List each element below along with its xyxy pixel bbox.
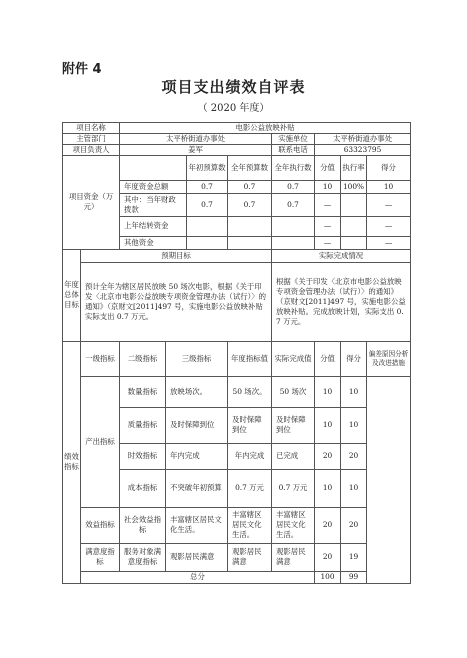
benefit-indicator-label: 效益指标 — [81, 507, 120, 543]
actual-value: 及时保障到位 — [272, 407, 315, 443]
funds-cell — [228, 216, 272, 236]
funds-cell: — — [315, 236, 341, 249]
score-value: 10 — [315, 407, 341, 443]
got-value: 10 — [341, 407, 367, 443]
target-value: 年内完成 — [228, 443, 272, 469]
got-value: 10 — [341, 376, 367, 407]
dept-label: 主管部门 — [63, 133, 120, 144]
funds-cell: — — [315, 216, 341, 236]
target-value: 丰富辖区居民文化生活。 — [228, 507, 272, 543]
funds-cell: 0.7 — [272, 180, 315, 193]
l2-indicator: 质量指标 — [120, 407, 166, 443]
deviation-analysis — [367, 376, 411, 583]
funds-header: 分值 — [315, 155, 341, 180]
target-value: 及时保障到位 — [228, 407, 272, 443]
l3-indicator: 不突破年初预算 — [166, 469, 228, 507]
funds-row-label: 其他资金 — [120, 236, 187, 249]
score-value: 20 — [315, 507, 341, 543]
funds-cell — [341, 236, 367, 249]
funds-cell — [272, 216, 315, 236]
actual-value: 0.7 万元 — [272, 469, 315, 507]
indicator-header: 分值 — [315, 341, 341, 376]
dept-value: 太平桥街道办事处 — [120, 133, 272, 144]
indicator-header: 一级指标 — [81, 341, 120, 376]
funds-header: 全年执行数 — [272, 155, 315, 180]
funds-cell — [228, 236, 272, 249]
l3-indicator: 观影居民满意 — [166, 543, 228, 571]
satisfaction-indicator-label: 满意度指标 — [81, 543, 120, 571]
funds-blank-header — [120, 155, 187, 180]
target-value: 观影居民满意 — [228, 543, 272, 571]
score-value: 20 — [315, 543, 341, 571]
phone-label: 联系电话 — [272, 144, 315, 155]
got-value: 10 — [341, 469, 367, 507]
goals-label: 年度总体目标 — [63, 249, 81, 341]
funds-cell: 10 — [315, 180, 341, 193]
form-title: 项目支出绩效自评表 — [161, 78, 306, 96]
funds-header: 全年预算数 — [228, 155, 272, 180]
l2-indicator: 时效指标 — [120, 443, 166, 469]
funds-cell: 0.7 — [228, 180, 272, 193]
funds-label: 项目资金（万元） — [63, 155, 120, 249]
funds-cell — [187, 236, 228, 249]
indicator-header: 三级指标 — [166, 341, 228, 376]
funds-cell — [341, 216, 367, 236]
funds-cell: 10 — [367, 180, 411, 193]
actual-value: 已完成 — [272, 443, 315, 469]
score-value: 10 — [315, 376, 341, 407]
indicator-header: 偏差原因分析及改进措施 — [367, 341, 411, 376]
output-indicator-label: 产出指标 — [81, 376, 120, 507]
funds-header: 执行率 — [341, 155, 367, 180]
funds-cell: 0.7 — [272, 193, 315, 216]
funds-row-label: 年度资金总额 — [120, 180, 187, 193]
impl-value: 太平桥街道办事处 — [315, 133, 411, 144]
impl-label: 实施单位 — [272, 133, 315, 144]
funds-cell: — — [367, 216, 411, 236]
score-value: 20 — [315, 443, 341, 469]
funds-header: 年初预算数 — [187, 155, 228, 180]
funds-cell: — — [315, 193, 341, 216]
funds-cell: 0.7 — [228, 193, 272, 216]
l2-indicator: 社会效益指标 — [120, 507, 166, 543]
attachment-label: 附件 4 — [62, 62, 102, 77]
l3-indicator: 放映场次。 — [166, 376, 228, 407]
total-score: 100 — [315, 571, 341, 583]
indicators-label: 绩效指标 — [63, 341, 81, 583]
got-value: 20 — [341, 443, 367, 469]
got-value: 20 — [341, 507, 367, 543]
actual-goal-text: 根据《关于印发〈北京市电影公益放映专项资金管理办法（试行）〉的通知》（京财文[2011]497 号，实施电影公益放映补贴。完成放映计划，实际支出 0.7 万元。 — [272, 262, 411, 341]
funds-cell — [341, 193, 367, 216]
project-name: 电影公益放映补贴 — [120, 123, 411, 134]
l3-indicator: 年内完成 — [166, 443, 228, 469]
funds-cell — [187, 216, 228, 236]
l3-indicator: 及时保障到位 — [166, 407, 228, 443]
actual-value: 观影居民满意 — [272, 543, 315, 571]
total-label: 总分 — [81, 571, 315, 583]
evaluation-table — [62, 122, 411, 584]
funds-cell: 0.7 — [187, 180, 228, 193]
funds-cell: — — [367, 193, 411, 216]
l2-indicator: 成本指标 — [120, 469, 166, 507]
total-got: 99 — [341, 571, 367, 583]
l3-indicator: 丰富辖区居民文化生活。 — [166, 507, 228, 543]
l2-indicator: 数量指标 — [120, 376, 166, 407]
year-label: （ 2020 年度） — [197, 103, 270, 114]
actual-value: 50 场次 — [272, 376, 315, 407]
target-value: 50 场次。 — [228, 376, 272, 407]
score-value: 10 — [315, 469, 341, 507]
actual-goal-header: 实际完成情况 — [272, 249, 411, 262]
actual-value: 丰富辖区居民文化生活。 — [272, 507, 315, 543]
funds-row-label: 上年结转资金 — [120, 216, 187, 236]
funds-row-label: 其中：当年财政拨款 — [120, 193, 187, 216]
phone-value: 63323795 — [315, 144, 411, 155]
funds-cell: 0.7 — [187, 193, 228, 216]
indicator-header: 得分 — [341, 341, 367, 376]
funds-cell: — — [367, 236, 411, 249]
l2-indicator: 服务对象满意度指标 — [120, 543, 166, 571]
planned-goal-header: 预期目标 — [81, 249, 272, 262]
planned-goal-text: 预计全年为辖区居民放映 50 场次电影，根据《关于印发〈北京市电影公益放映专项资金管理办法（试行）〉的通知》（京财文[2011]497 号，实施电影公益放映补贴实际支出 0.7 万元。 — [81, 262, 272, 341]
funds-cell — [272, 236, 315, 249]
indicator-header: 二级指标 — [120, 341, 166, 376]
indicator-header: 实际完成值 — [272, 341, 315, 376]
funds-cell: 100% — [341, 180, 367, 193]
indicator-header: 年度指标值 — [228, 341, 272, 376]
target-value: 0.7 万元 — [228, 469, 272, 507]
leader-value: 姜军 — [120, 144, 272, 155]
got-value: 19 — [341, 543, 367, 571]
funds-header: 得分 — [367, 155, 411, 180]
leader-label: 项目负责人 — [63, 144, 120, 155]
project-name-label: 项目名称 — [63, 123, 120, 134]
